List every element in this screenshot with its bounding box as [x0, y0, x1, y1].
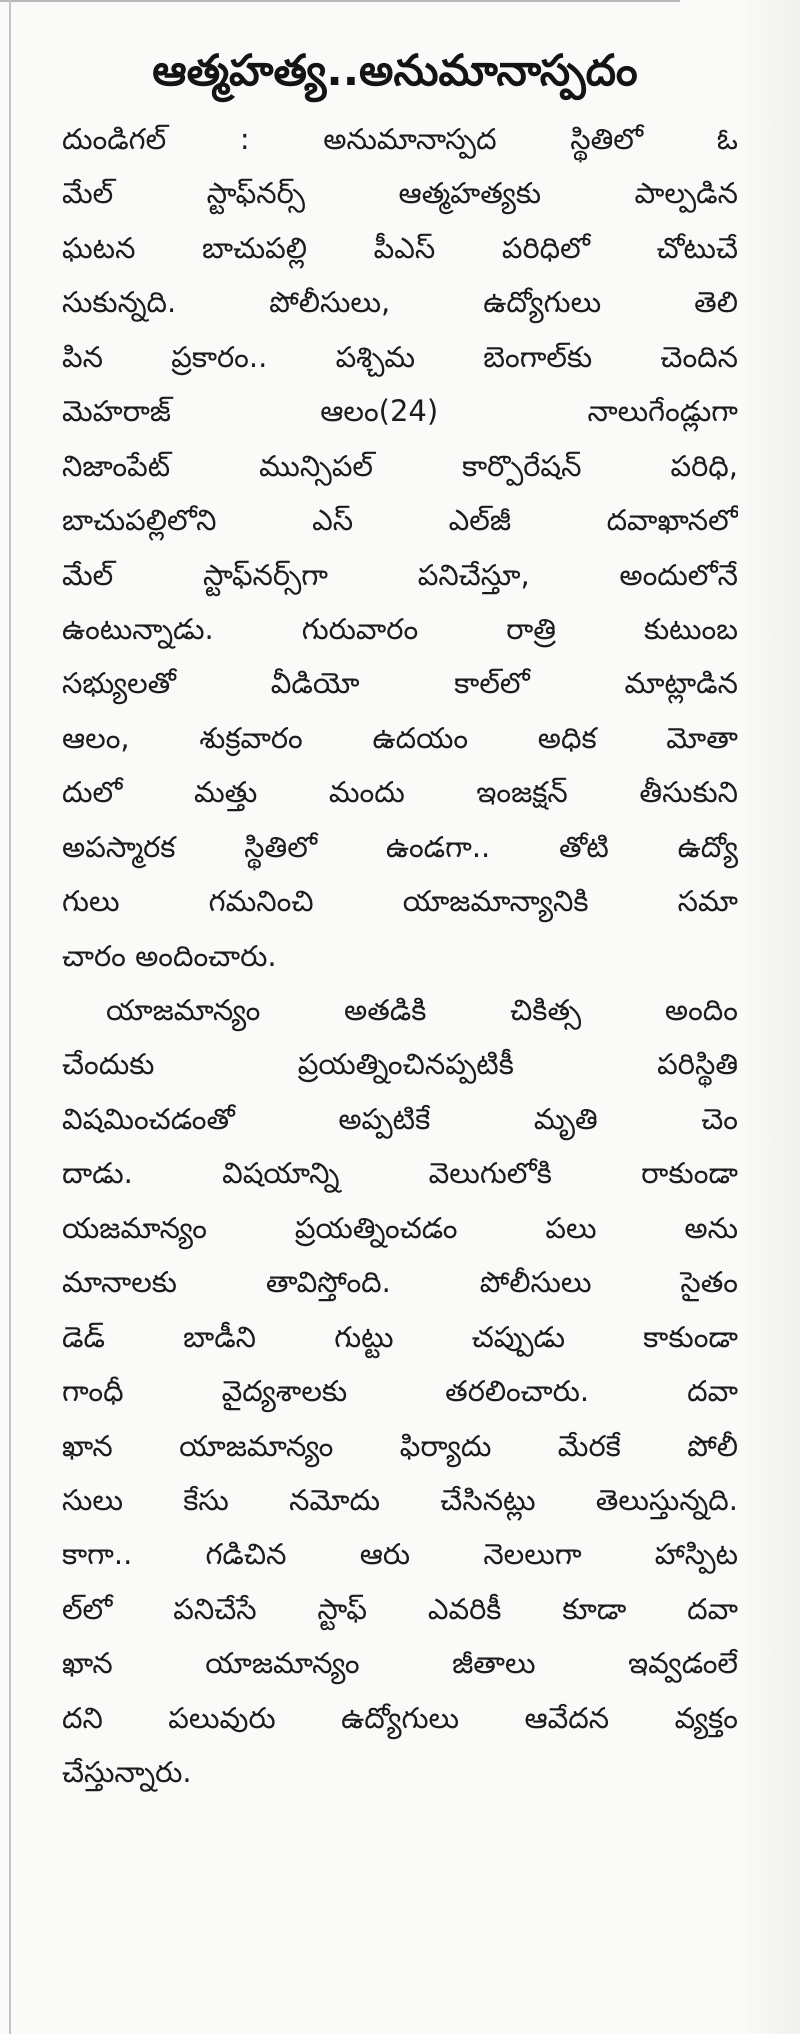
article-line: సభ్యులతో వీడియో కాల్‌లో మాట్లాడిన [62, 666, 738, 701]
article-line: ఉంటున్నాడు. గురువారం రాత్రి కుటుంబ [62, 611, 738, 646]
article-line: గాంధీ వైద్యశాలకు తరలించారు. దవా [62, 1374, 738, 1409]
article-line: చేస్తున్నారు. [62, 1755, 192, 1790]
article-line: సులు కేసు నమోదు చేసినట్లు తెలుస్తున్నది. [62, 1482, 738, 1517]
article-line: మానాలకు తావిస్తోంది. పోలీసులు సైతం [62, 1265, 738, 1300]
article-body [62, 112, 738, 1800]
article-line: కాగా.. గడిచిన ఆరు నెలలుగా హాస్పిట [62, 1537, 738, 1572]
article-line: దాడు. విషయాన్ని వెలుగులోకి రాకుండా [62, 1156, 738, 1191]
article-line: యాజమాన్యం అతడికి చికిత్స అందిం [106, 993, 738, 1027]
article-line: మేల్ స్టాఫ్‌నర్స్‌గా పనిచేస్తూ, అందులోనే [62, 557, 738, 592]
article-line: దులో మత్తు మందు ఇంజక్షన్ తీసుకుని [62, 775, 738, 810]
article-line: డెడ్ బాడీని గుట్టు చప్పుడు కాకుండా [62, 1319, 738, 1354]
article-line: నిజాంపేట్ మున్సిపల్ కార్పొరేషన్ పరిధి, [62, 448, 738, 483]
article-line: ఖాన యాజమాన్యం జీతాలు ఇవ్వడంలే [62, 1646, 738, 1681]
article-line: యజమాన్యం ప్రయత్నించడం పలు అను [62, 1210, 738, 1245]
article-line: ఖాన యాజమాన్యం ఫిర్యాదు మేరకే పోలీ [62, 1428, 738, 1463]
article-line: చేందుకు ప్రయత్నించినప్పటికీ పరిస్థితి [62, 1047, 738, 1082]
article-line: మెహరాజ్ ఆలం(24) నాలుగేండ్లుగా [62, 394, 738, 429]
column-divider-rule [9, 0, 11, 2034]
article-line: మేల్ స్టాఫ్‌నర్స్ ఆత్మహత్యకు పాల్పడిన [62, 176, 738, 211]
article-line: చారం అందించారు. [62, 938, 277, 973]
article-line: ఘటన బాచుపల్లి పీఎస్ పరిధిలో చోటుచే [62, 230, 738, 265]
page-gutter [742, 0, 800, 2034]
article-line: ఆలం, శుక్రవారం ఉదయం అధిక మోతా [62, 720, 738, 755]
top-border-rule [0, 0, 680, 2]
article-headline: ఆత్మహత్య..అనుమానాస్పదం [152, 46, 638, 96]
article-line: బాచుపల్లిలోని ఎస్ ఎల్‌జీ దవాఖానలో [62, 503, 738, 538]
article-line: దని పలువురు ఉద్యోగులు ఆవేదన వ్యక్తం [62, 1700, 738, 1735]
article-line: అపస్మారక స్థితిలో ఉండగా.. తోటి ఉద్యో [62, 829, 738, 864]
article-line: విషమించడంతో అప్పటికే మృతి చెం [62, 1101, 738, 1136]
article-line: గులు గమనించి యాజమాన్యానికి సమా [62, 884, 738, 919]
article-line: ల్‌లో పనిచేసే స్టాఫ్ ఎవరికీ కూడా దవా [62, 1591, 738, 1626]
article-line: సుకున్నది. పోలీసులు, ఉద్యోగులు తెలి [62, 285, 738, 320]
article-line: పిన ప్రకారం.. పశ్చిమ బెంగాల్‌కు చెందిన [62, 339, 738, 374]
article-line: దుండిగల్ : అనుమానాస్పద స్థితిలో ఓ [62, 122, 738, 156]
